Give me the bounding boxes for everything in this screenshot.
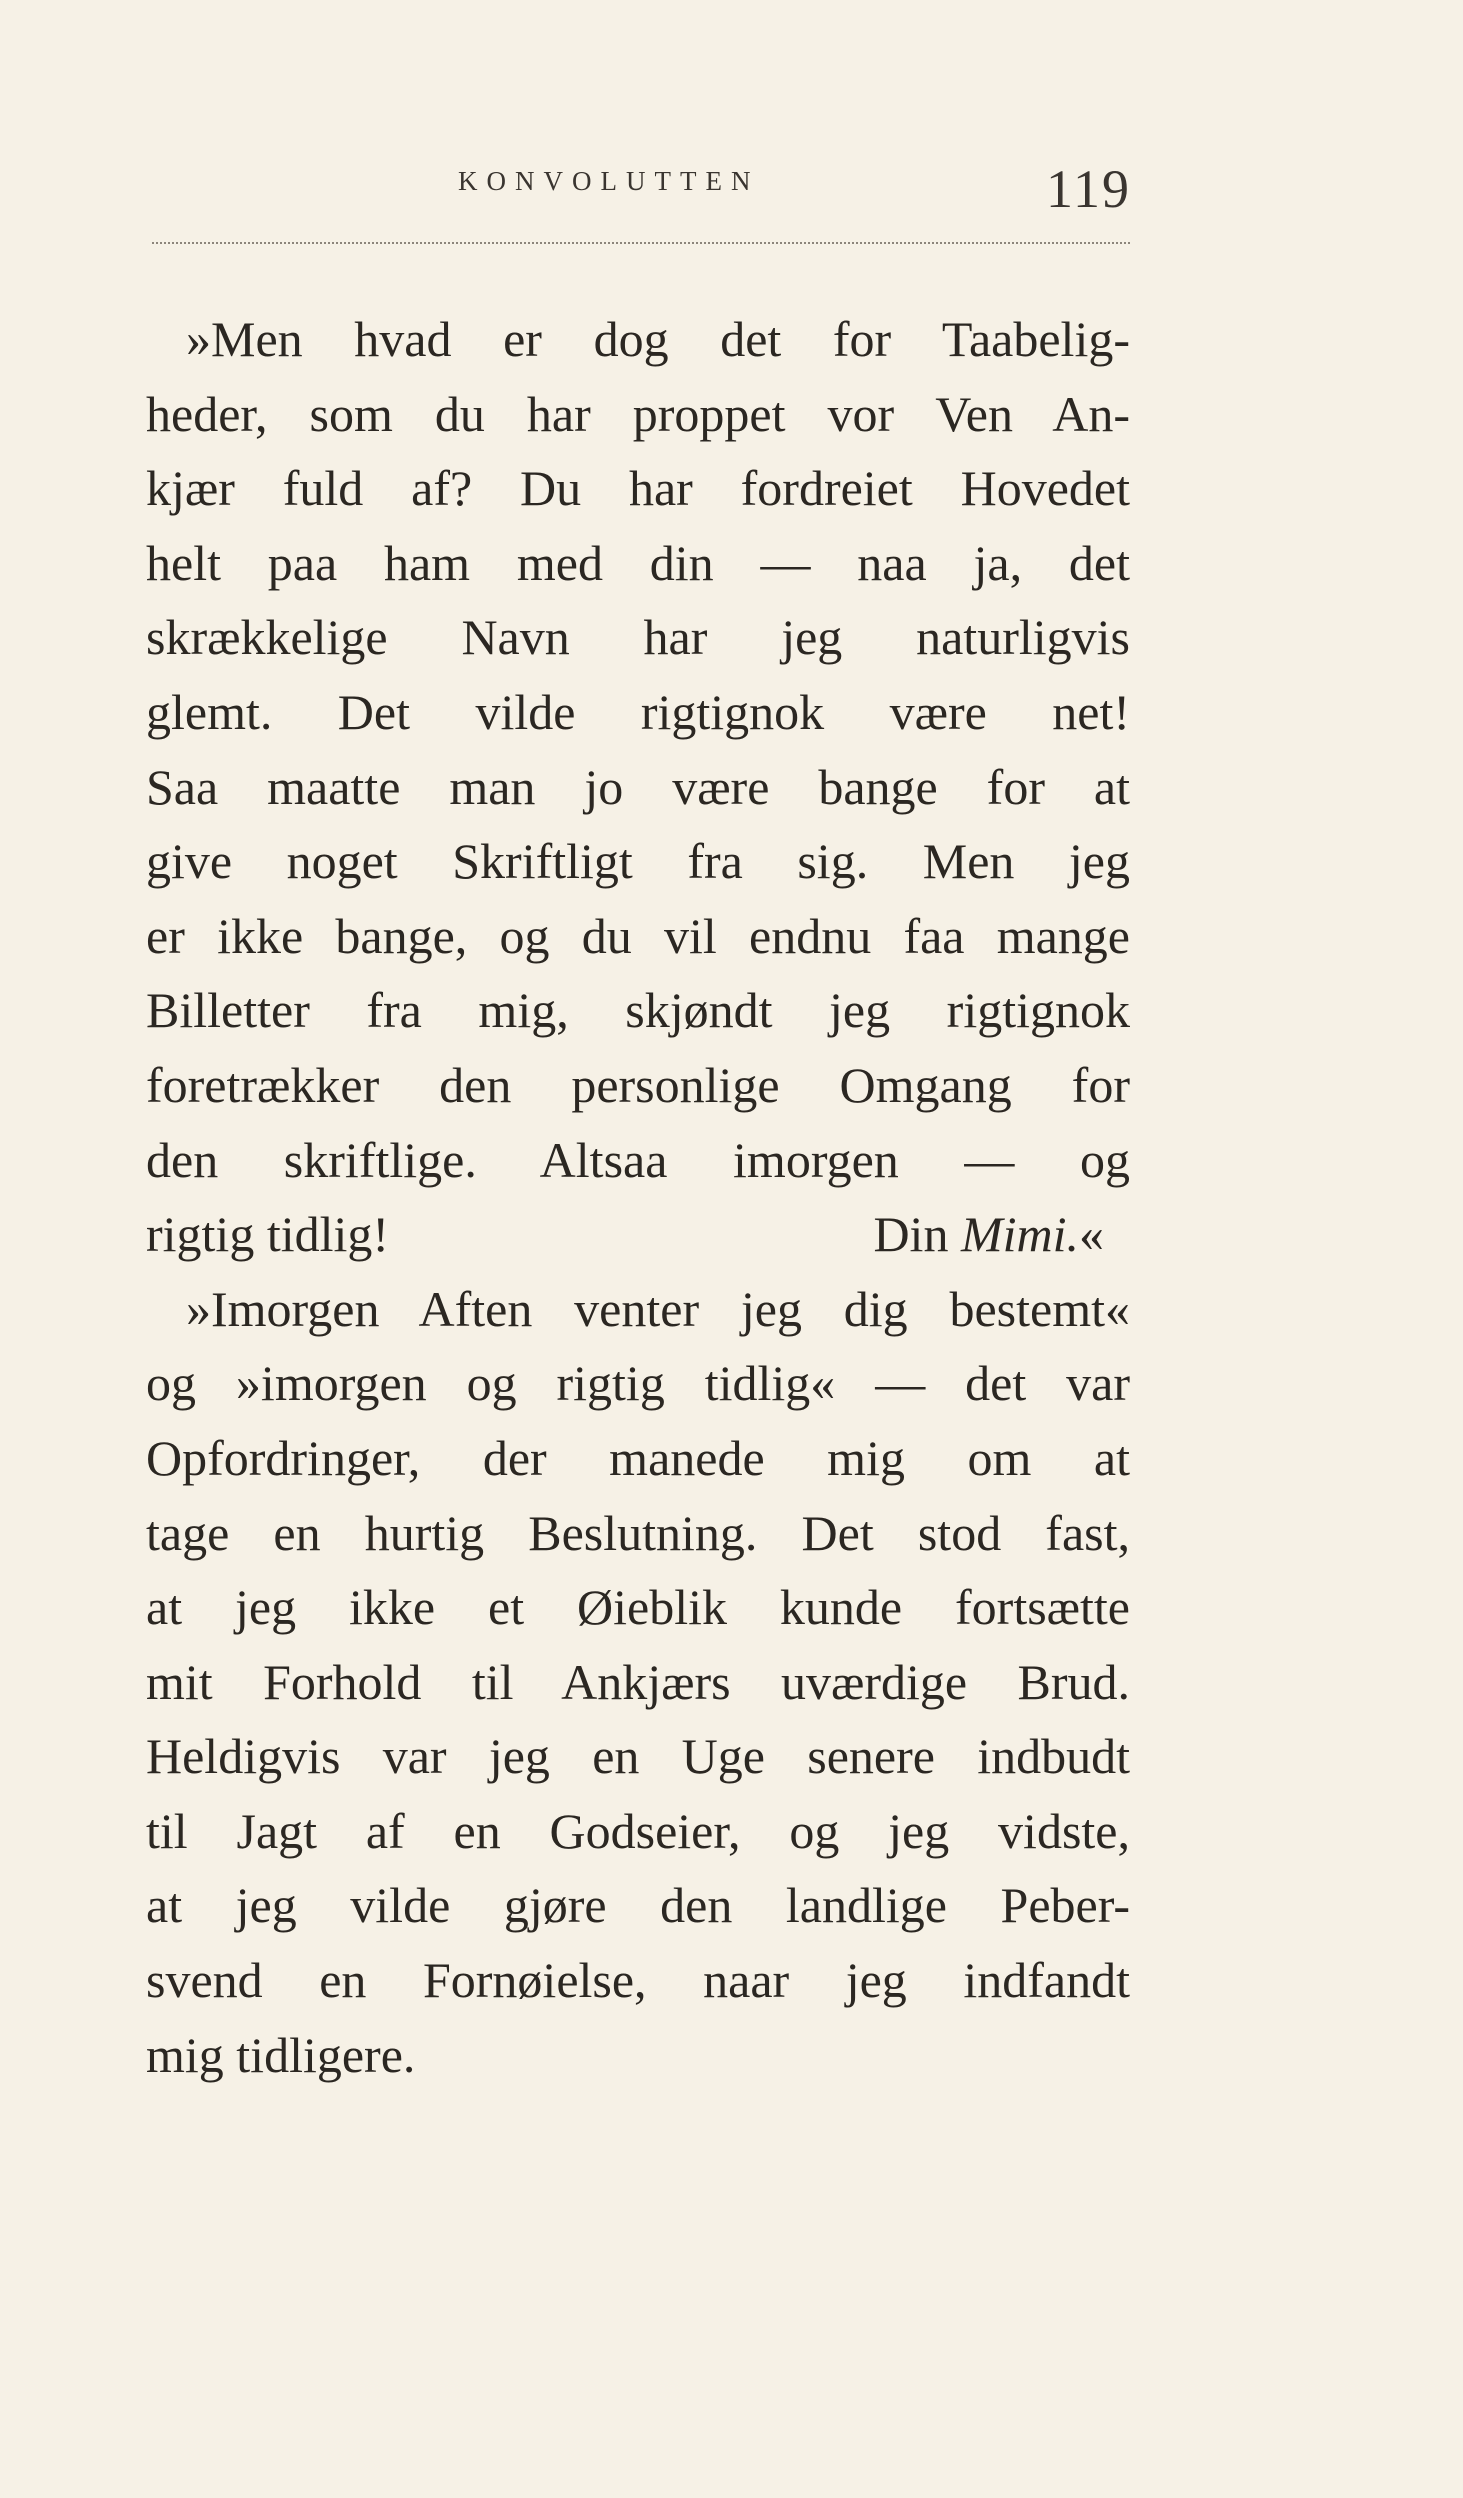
text-line: den skriftlige. Altsaa imorgen — og bbox=[146, 1131, 1130, 1188]
text-line: at jeg vilde gjøre den landlige Peber- bbox=[146, 1877, 1130, 1934]
signature-close-quote: « bbox=[1079, 1206, 1104, 1263]
text-line: give noget Skriftligt fra sig. Men jeg bbox=[146, 833, 1130, 890]
signature-prefix: Din bbox=[873, 1206, 961, 1263]
letter-signature bbox=[873, 1197, 1130, 1272]
text-line: svend en Fornøielse, naar jeg indfandt bbox=[146, 1952, 1130, 2009]
page-number: 119 bbox=[1046, 159, 1131, 219]
text-line: foretrækker den personlige Omgang for bbox=[146, 1056, 1130, 1113]
text-line: til Jagt af en Godseier, og jeg vidste, bbox=[146, 1802, 1130, 1859]
body-text bbox=[146, 302, 1130, 2092]
text-line: helt paa ham med din — naa ja, det bbox=[146, 534, 1130, 591]
text-line: er ikke bange, og du vil endnu faa mange bbox=[146, 907, 1130, 964]
text-line: og »imorgen og rigtig tidlig« — det var bbox=[146, 1355, 1130, 1412]
text-line: »Men hvad er dog det for Taabelig- bbox=[186, 311, 1130, 367]
text-line: glemt. Det vilde rigtignok være net! bbox=[146, 683, 1130, 740]
signature-line-text: rigtig tidlig! bbox=[146, 1206, 390, 1263]
text-line: »Imorgen Aften venter jeg dig bestemt« bbox=[186, 1280, 1130, 1337]
text-line: Heldigvis var jeg en Uge senere indbudt bbox=[146, 1728, 1130, 1785]
text-line: Billetter fra mig, skjøndt jeg rigtignok bbox=[146, 982, 1130, 1039]
header-dotted-rule bbox=[152, 242, 1130, 244]
text-line: at jeg ikke et Øieblik kunde fortsætte bbox=[146, 1579, 1130, 1636]
signature-line bbox=[146, 1197, 1130, 1272]
text-line: kjær fuld af? Du har fordreiet Hovedet bbox=[146, 460, 1130, 517]
text-line: skrækkelige Navn har jeg naturligvis bbox=[146, 609, 1130, 666]
text-line: Opfordringer, der manede mig om at bbox=[146, 1429, 1130, 1486]
text-line: mit Forhold til Ankjærs uværdige Brud. bbox=[146, 1653, 1130, 1710]
signature-name: Mimi. bbox=[960, 1206, 1079, 1263]
text-line: Saa maatte man jo være bange for at bbox=[146, 758, 1130, 815]
text-line: heder, som du har proppet vor Ven An- bbox=[146, 385, 1130, 442]
running-title: KONVOLUTTEN bbox=[458, 166, 760, 196]
text-line: mig tidligere. bbox=[146, 2026, 416, 2083]
text-line: tage en hurtig Beslutning. Det stod fast, bbox=[146, 1504, 1130, 1561]
